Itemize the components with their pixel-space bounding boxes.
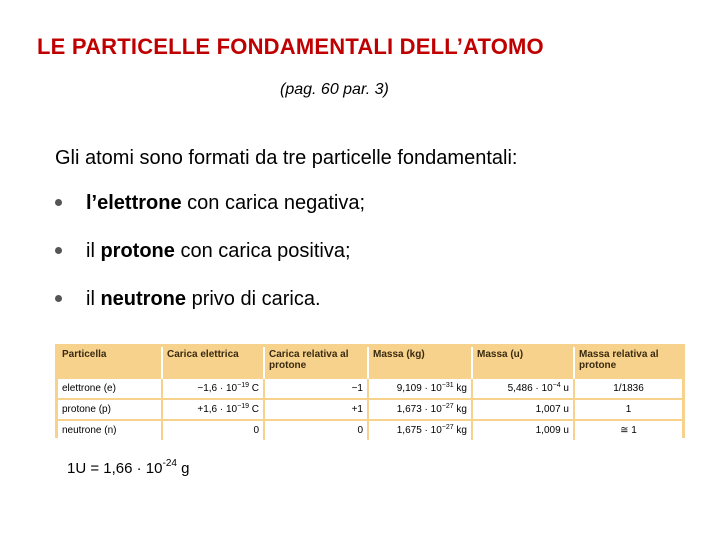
page-reference: (pag. 60 par. 3) [280, 81, 389, 98]
particle-cell: neutrone (n) [58, 420, 162, 440]
column-header: Massa (kg) [368, 347, 472, 378]
charge-cell: 0 [162, 420, 264, 440]
atomic-mass-unit-note: $1U = 1,66 \cdot 10^{-24}$ g [67, 458, 190, 477]
mass-u-cell: 1,009 u [472, 420, 574, 440]
charge-cell: $-1,6 \cdot 10^{-19}$ C [162, 378, 264, 399]
relative-mass-cell: ≅ 1 [574, 420, 682, 440]
table-header-row [58, 347, 682, 378]
charge-cell: $+1,6 \cdot 10^{-19}$ C [162, 399, 264, 420]
column-header: Carica relativa al protone [264, 347, 368, 378]
relative-charge-cell: +1 [264, 399, 368, 420]
particle-name: neutrone [100, 288, 187, 310]
mass-u-cell: 1,007 u [472, 399, 574, 420]
particles-table-frame [55, 344, 685, 438]
mass-kg-cell: $9,109 \cdot 10^{-31}$ kg [368, 378, 472, 399]
mass-kg-cell: $1,675 \cdot 10^{-27}$ kg [368, 420, 472, 440]
particle-cell: protone (p) [58, 399, 162, 420]
column-header: Particella [58, 347, 162, 378]
relative-mass-cell: 1/1836 [574, 378, 682, 399]
column-header: Carica elettrica [162, 347, 264, 378]
particle-cell: elettrone (e) [58, 378, 162, 399]
bullet-icon [55, 295, 62, 302]
mass-u-cell: $5,486 \cdot 10^{-4}$ u [472, 378, 574, 399]
column-header: Massa relativa al protone [574, 347, 682, 378]
mass-kg-cell: $1,673 \cdot 10^{-27}$ kg [368, 399, 472, 420]
table-row [58, 420, 682, 440]
relative-charge-cell: 0 [264, 420, 368, 440]
slide-title: LE PARTICELLE FONDAMENTALI DELL’ATOMO [37, 34, 544, 59]
particle-name: protone [100, 240, 175, 262]
column-header: Massa (u) [472, 347, 574, 378]
relative-charge-cell: −1 [264, 378, 368, 399]
intro-text: Gli atomi sono formati da tre particelle fondamentali: [55, 147, 518, 169]
bullet-icon [55, 247, 62, 254]
particles-table [58, 347, 682, 440]
table-row [58, 399, 682, 420]
particle-name: l’elettrone [86, 192, 182, 214]
bullet-text: il protone con carica positiva; [86, 240, 351, 262]
table-row [58, 378, 682, 399]
bullet-text: l’elettrone con carica negativa; [86, 192, 366, 214]
relative-mass-cell: 1 [574, 399, 682, 420]
bullet-icon [55, 199, 62, 206]
bullet-text: il neutrone privo di carica. [86, 288, 321, 310]
